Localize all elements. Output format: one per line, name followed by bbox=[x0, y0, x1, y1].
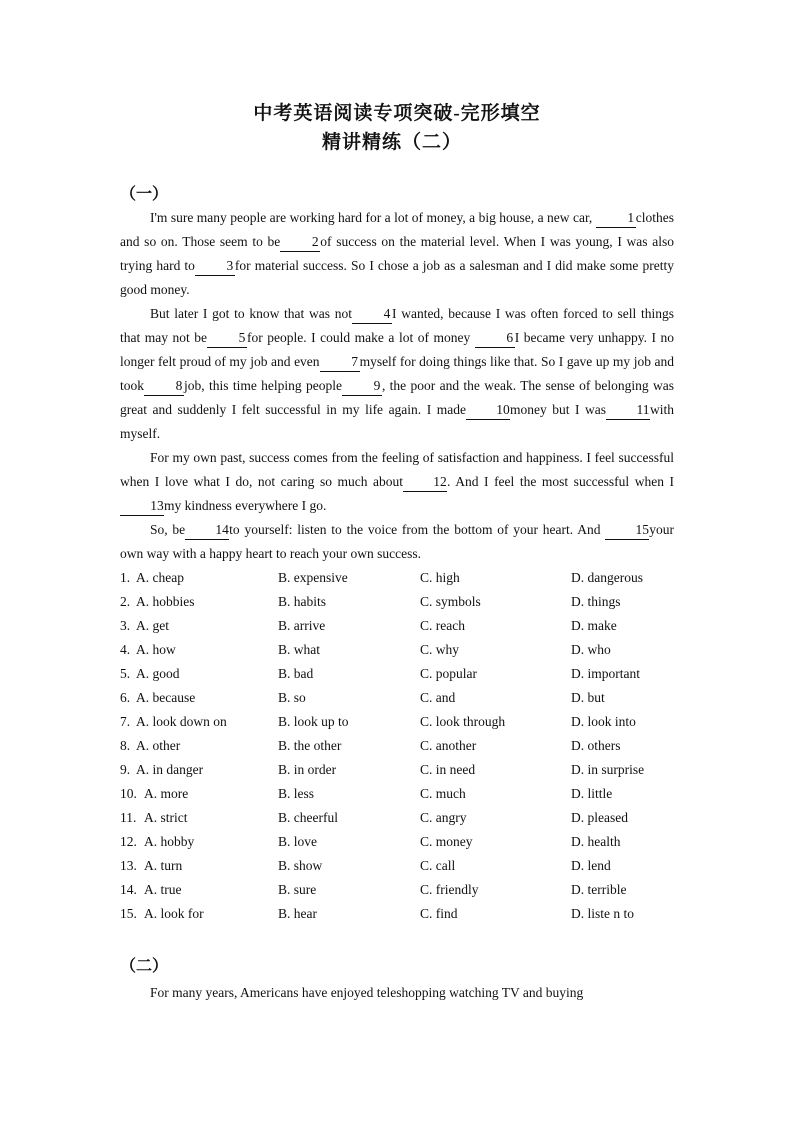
option-b: B. sure bbox=[278, 882, 317, 897]
option-b: B. bad bbox=[278, 666, 314, 681]
option-d: D. others bbox=[571, 738, 621, 753]
question-number: 1. bbox=[120, 570, 131, 585]
section-one-heading: （一） bbox=[120, 186, 169, 203]
option-a: A. more bbox=[144, 786, 189, 801]
question-number: 3. bbox=[120, 618, 131, 633]
option-d: D. lend bbox=[571, 858, 611, 873]
option-b: B. look up to bbox=[278, 714, 349, 729]
passage-text: of success on the material level. When I was young, I was also trying hard to bbox=[120, 234, 674, 273]
blank-10: 10 bbox=[466, 401, 510, 420]
blank-15: 15 bbox=[605, 521, 649, 540]
option-a: A. cheap bbox=[136, 570, 184, 585]
passage-text: for people. I could make a lot of money bbox=[247, 330, 475, 345]
option-a: A. good bbox=[136, 666, 180, 681]
question-number: 12. bbox=[120, 834, 137, 849]
option-d: D. things bbox=[571, 594, 621, 609]
blank-13: 13 bbox=[120, 497, 164, 516]
question-number: 10. bbox=[120, 786, 137, 801]
option-d: D. liste n to bbox=[571, 906, 634, 921]
question-number: 5. bbox=[120, 666, 131, 681]
question-row bbox=[120, 734, 680, 758]
option-c: C. popular bbox=[420, 666, 477, 681]
paragraph bbox=[120, 446, 674, 518]
paragraph bbox=[120, 518, 674, 566]
option-c: C. in need bbox=[420, 762, 476, 777]
option-a: A. get bbox=[136, 618, 169, 633]
question-row bbox=[120, 614, 680, 638]
page-subtitle: 精讲精练（二） bbox=[321, 132, 462, 153]
question-row bbox=[120, 782, 680, 806]
option-c: C. symbols bbox=[420, 594, 481, 609]
passage-text: money but I was bbox=[509, 402, 606, 417]
question-number: 9. bbox=[120, 762, 131, 777]
option-d: D. pleased bbox=[571, 810, 628, 825]
question-number: 15. bbox=[120, 906, 137, 921]
options-list bbox=[120, 566, 680, 926]
question-row bbox=[120, 590, 680, 614]
option-a: A. strict bbox=[144, 810, 188, 825]
section-two-heading: （二） bbox=[120, 958, 169, 975]
option-b: B. the other bbox=[278, 738, 342, 753]
question-row bbox=[120, 878, 680, 902]
option-a: A. hobby bbox=[144, 834, 195, 849]
passage-text: for material success. So I chose a job as a salesman and I did make some pretty good money. bbox=[120, 258, 674, 297]
passage-text: my kindness everywhere I go. bbox=[164, 498, 327, 513]
passage-text: I became very unhappy. I no longer felt proud of my job and even bbox=[120, 330, 674, 369]
option-c: C. angry bbox=[420, 810, 467, 825]
passage-text: with myself. bbox=[120, 402, 674, 441]
passage-two bbox=[120, 981, 674, 1005]
question-row bbox=[120, 806, 680, 830]
question-row bbox=[120, 758, 680, 782]
option-a: A. other bbox=[136, 738, 181, 753]
option-a: A. look down on bbox=[136, 714, 227, 729]
option-c: C. high bbox=[420, 570, 460, 585]
question-row bbox=[120, 662, 680, 686]
paragraph bbox=[120, 302, 674, 446]
blank-9: 9 bbox=[342, 377, 382, 396]
question-row bbox=[120, 710, 680, 734]
question-row bbox=[120, 854, 680, 878]
option-a: A. because bbox=[136, 690, 196, 705]
option-c: C. another bbox=[420, 738, 477, 753]
option-b: B. in order bbox=[278, 762, 337, 777]
option-b: B. habits bbox=[278, 594, 327, 609]
question-row bbox=[120, 638, 680, 662]
question-number: 14. bbox=[120, 882, 137, 897]
blank-14: 14 bbox=[185, 521, 229, 540]
option-c: C. call bbox=[420, 858, 456, 873]
question-row bbox=[120, 830, 680, 854]
passage-text: I wanted, because I was often forced to sell things that may not be bbox=[120, 306, 674, 345]
passage-text: job, this time helping people bbox=[184, 378, 342, 393]
question-number: 6. bbox=[120, 690, 131, 705]
question-number: 8. bbox=[120, 738, 131, 753]
blank-5: 5 bbox=[207, 329, 247, 348]
option-a: A. look for bbox=[144, 906, 204, 921]
option-c: C. much bbox=[420, 786, 466, 801]
blank-1: 1 bbox=[596, 209, 636, 228]
option-c: C. look through bbox=[420, 714, 506, 729]
option-b: B. hear bbox=[278, 906, 317, 921]
question-row bbox=[120, 566, 680, 590]
question-row bbox=[120, 902, 680, 926]
option-b: B. less bbox=[278, 786, 315, 801]
option-a: A. hobbies bbox=[136, 594, 195, 609]
question-number: 13. bbox=[120, 858, 137, 873]
blank-3: 3 bbox=[195, 257, 235, 276]
option-a: A. true bbox=[144, 882, 182, 897]
passage-text: So, be bbox=[150, 522, 186, 537]
option-d: D. who bbox=[571, 642, 611, 657]
blank-8: 8 bbox=[144, 377, 184, 396]
blank-11: 11 bbox=[606, 401, 650, 420]
option-d: D. health bbox=[571, 834, 621, 849]
option-c: C. and bbox=[420, 690, 456, 705]
blank-2: 2 bbox=[280, 233, 320, 252]
option-b: B. arrive bbox=[278, 618, 326, 633]
option-a: A. turn bbox=[144, 858, 183, 873]
passage-text: clothes and so on. Those seem to be bbox=[120, 210, 674, 249]
option-b: B. show bbox=[278, 858, 323, 873]
passage-two-line: For many years, Americans have enjoyed teleshopping watching TV and buying bbox=[150, 985, 584, 1000]
option-d: D. make bbox=[571, 618, 617, 633]
passage-text: But later I got to know that was not bbox=[150, 306, 352, 321]
passage-text: to yourself: listen to the voice from the bottom of your heart. And bbox=[229, 522, 606, 537]
option-d: D. dangerous bbox=[571, 570, 643, 585]
passage-text: For my own past, success comes from the feeling of satisfaction and happiness. I feel successful when I love what I do, not caring so much about bbox=[120, 450, 674, 489]
option-a: A. in danger bbox=[136, 762, 204, 777]
blank-4: 4 bbox=[352, 305, 392, 324]
page-title: 中考英语阅读专项突破-完形填空 bbox=[253, 103, 541, 124]
question-number: 7. bbox=[120, 714, 131, 729]
option-b: B. cheerful bbox=[278, 810, 338, 825]
option-c: C. friendly bbox=[420, 882, 479, 897]
passage-text: , the poor and the weak. The sense of belonging was great and suddenly I felt successful in my life again. I made bbox=[120, 378, 674, 417]
option-b: B. so bbox=[278, 690, 306, 705]
option-d: D. little bbox=[571, 786, 613, 801]
passage-text: I'm sure many people are working hard for a lot of money, a big house, a new car, bbox=[150, 210, 596, 225]
passage-text: your own way with a happy heart to reach your own success. bbox=[120, 522, 674, 561]
blank-7: 7 bbox=[320, 353, 360, 372]
question-row bbox=[120, 686, 680, 710]
blank-6: 6 bbox=[475, 329, 515, 348]
question-number: 2. bbox=[120, 594, 131, 609]
question-number: 4. bbox=[120, 642, 131, 657]
option-b: B. expensive bbox=[278, 570, 348, 585]
option-c: C. find bbox=[420, 906, 458, 921]
paragraph bbox=[120, 206, 674, 302]
option-b: B. love bbox=[278, 834, 317, 849]
option-c: C. reach bbox=[420, 618, 465, 633]
option-d: D. important bbox=[571, 666, 640, 681]
option-d: D. terrible bbox=[571, 882, 627, 897]
option-c: C. money bbox=[420, 834, 473, 849]
option-d: D. in surprise bbox=[571, 762, 645, 777]
option-d: D. look into bbox=[571, 714, 636, 729]
blank-12: 12 bbox=[403, 473, 447, 492]
question-number: 11. bbox=[120, 810, 137, 825]
passage-text: myself for doing things like that. So I gave up my job and took bbox=[120, 354, 674, 393]
passage-one bbox=[120, 206, 674, 566]
option-a: A. how bbox=[136, 642, 176, 657]
option-c: C. why bbox=[420, 642, 460, 657]
option-d: D. but bbox=[571, 690, 605, 705]
option-b: B. what bbox=[278, 642, 320, 657]
passage-text: . And I feel the most successful when I bbox=[447, 474, 675, 489]
